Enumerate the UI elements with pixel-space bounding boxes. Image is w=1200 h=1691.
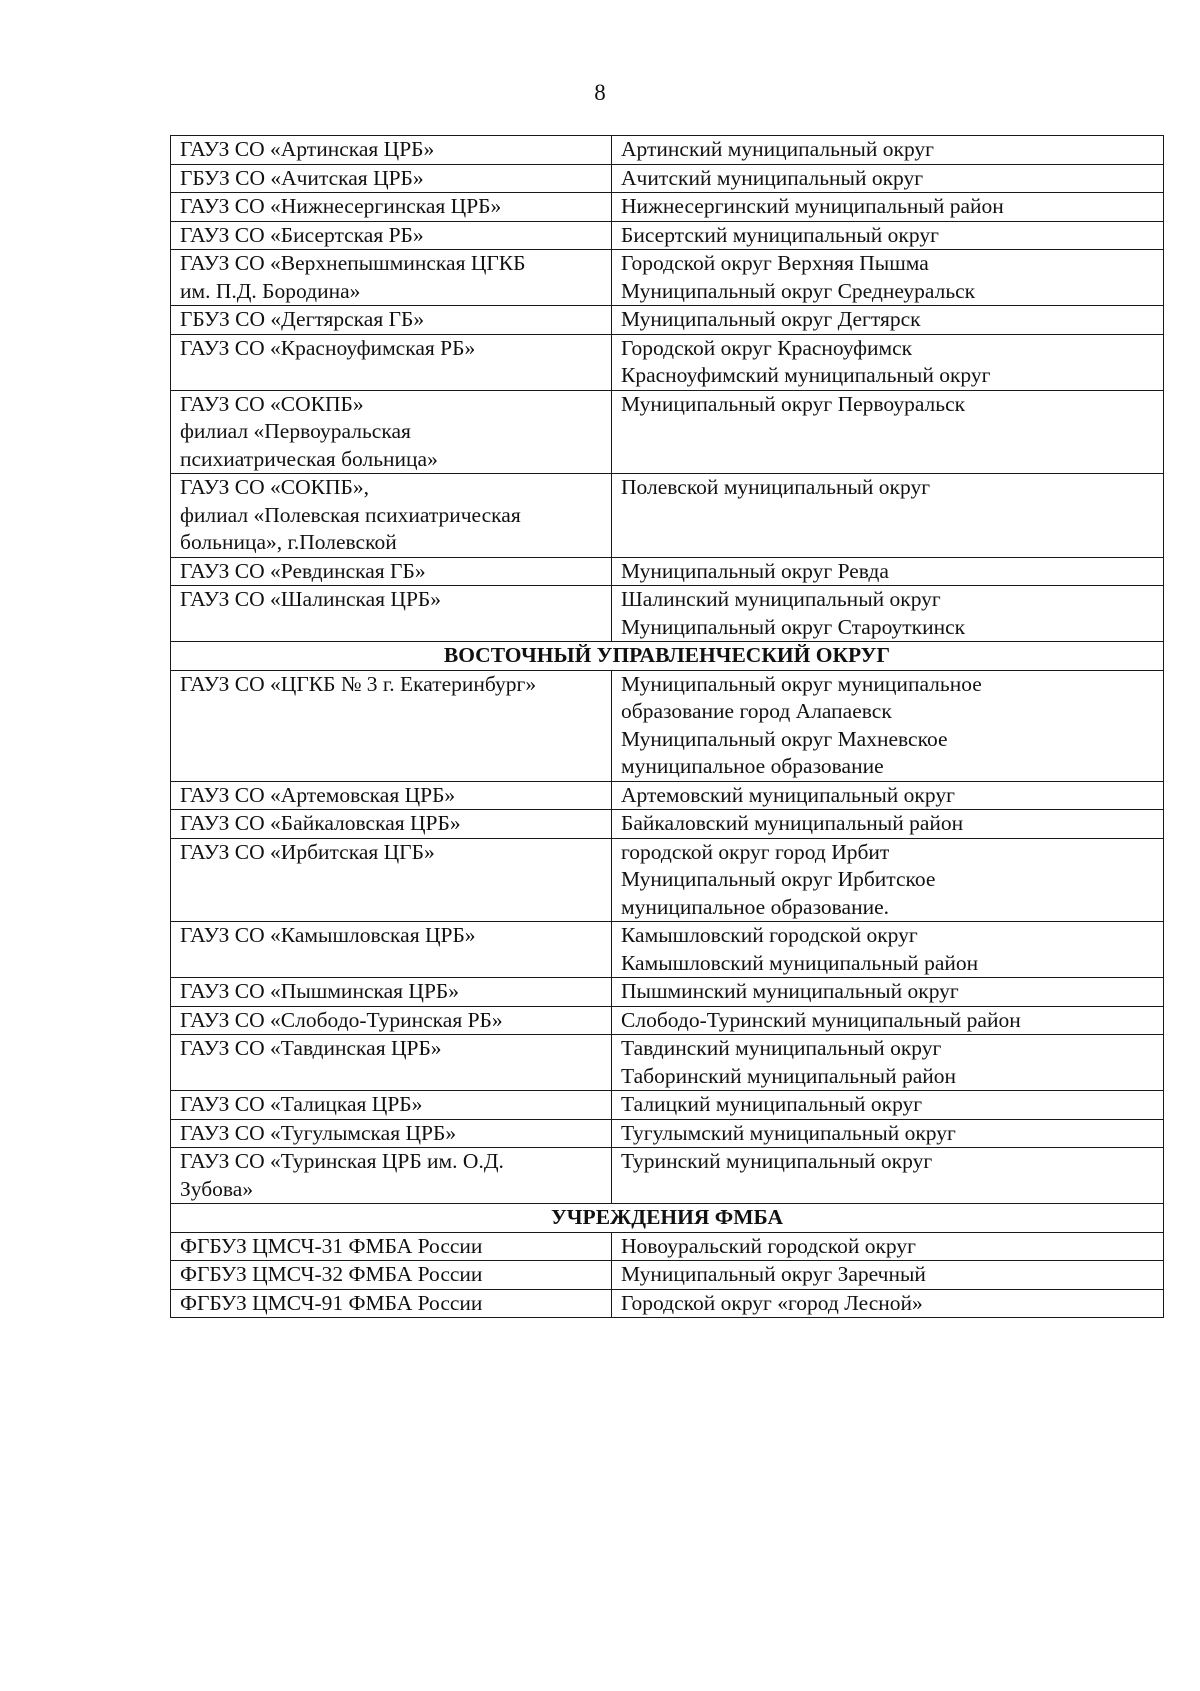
- territory-cell: Артинский муниципальный округ: [612, 136, 1164, 165]
- territory-cell: Шалинский муниципальный округ Муниципальный округ Староуткинск: [612, 586, 1164, 642]
- table-row: [171, 136, 1164, 165]
- territory-cell: Городской округ Красноуфимск Красноуфимский муниципальный округ: [612, 334, 1164, 390]
- table-row: [171, 1148, 1164, 1204]
- institution-cell: ГАУЗ СО «Шалинская ЦРБ»: [171, 586, 612, 642]
- table-row: [171, 390, 1164, 474]
- institution-cell: ГАУЗ СО «Верхнепышминская ЦГКБ им. П.Д. Бородина»: [171, 250, 612, 306]
- territory-cell: Ачитский муниципальный округ: [612, 164, 1164, 193]
- institutions-table-body: [171, 136, 1164, 1318]
- territory-cell: Муниципальный округ муниципальное образование город Алапаевск Муниципальный округ Махневское муниципальное образование: [612, 670, 1164, 781]
- table-row: [171, 1289, 1164, 1318]
- table-row: [171, 1232, 1164, 1261]
- institution-cell: ГАУЗ СО «Талицкая ЦРБ»: [171, 1091, 612, 1120]
- territory-cell: Новоуральский городской округ: [612, 1232, 1164, 1261]
- territory-cell: Тавдинский муниципальный округ Таборинский муниципальный район: [612, 1035, 1164, 1091]
- section-header-row: [171, 642, 1164, 671]
- institution-cell: ГАУЗ СО «Байкаловская ЦРБ»: [171, 810, 612, 839]
- territory-cell: Талицкий муниципальный округ: [612, 1091, 1164, 1120]
- territory-cell: Муниципальный округ Дегтярск: [612, 306, 1164, 335]
- table-row: [171, 978, 1164, 1007]
- institution-cell: ГАУЗ СО «Красноуфимская РБ»: [171, 334, 612, 390]
- territory-cell: Пышминский муниципальный округ: [612, 978, 1164, 1007]
- institution-cell: ГАУЗ СО «Артемовская ЦРБ»: [171, 781, 612, 810]
- table-row: [171, 221, 1164, 250]
- institution-cell: ФГБУЗ ЦМСЧ-31 ФМБА России: [171, 1232, 612, 1261]
- territory-cell: Байкаловский муниципальный район: [612, 810, 1164, 839]
- table-row: [171, 1006, 1164, 1035]
- institution-cell: ГАУЗ СО «Тавдинская ЦРБ»: [171, 1035, 612, 1091]
- institution-cell: ГАУЗ СО «Камышловская ЦРБ»: [171, 922, 612, 978]
- territory-cell: Камышловский городской округ Камышловский муниципальный район: [612, 922, 1164, 978]
- institution-cell: ГАУЗ СО «Ирбитская ЦГБ»: [171, 838, 612, 922]
- institution-cell: ФГБУЗ ЦМСЧ-32 ФМБА России: [171, 1261, 612, 1290]
- table-row: [171, 250, 1164, 306]
- institution-cell: ГБУЗ СО «Ачитская ЦРБ»: [171, 164, 612, 193]
- page-number: 8: [594, 80, 606, 105]
- table-row: [171, 670, 1164, 781]
- institution-cell: ГАУЗ СО «Туринская ЦРБ им. О.Д. Зубова»: [171, 1148, 612, 1204]
- institution-cell: ГАУЗ СО «СОКПБ» филиал «Первоуральская психиатрическая больница»: [171, 390, 612, 474]
- territory-cell: Артемовский муниципальный округ: [612, 781, 1164, 810]
- table-row: [171, 306, 1164, 335]
- institution-cell: ГАУЗ СО «Тугулымская ЦРБ»: [171, 1119, 612, 1148]
- institution-cell: ГАУЗ СО «Ревдинская ГБ»: [171, 557, 612, 586]
- institutions-table: [170, 135, 1164, 1318]
- table-row: [171, 1119, 1164, 1148]
- table-row: [171, 586, 1164, 642]
- section-title: ВОСТОЧНЫЙ УПРАВЛЕНЧЕСКИЙ ОКРУГ: [171, 642, 1164, 671]
- territory-cell: Городской округ Верхняя Пышма Муниципальный округ Среднеуральск: [612, 250, 1164, 306]
- table-row: [171, 810, 1164, 839]
- territory-cell: Полевской муниципальный округ: [612, 474, 1164, 558]
- institution-cell: ГАУЗ СО «Артинская ЦРБ»: [171, 136, 612, 165]
- table-row: [171, 474, 1164, 558]
- institution-cell: ГБУЗ СО «Дегтярская ГБ»: [171, 306, 612, 335]
- territory-cell: Муниципальный округ Заречный: [612, 1261, 1164, 1290]
- territory-cell: Муниципальный округ Первоуральск: [612, 390, 1164, 474]
- institution-cell: ГАУЗ СО «Слободо-Туринская РБ»: [171, 1006, 612, 1035]
- table-row: [171, 781, 1164, 810]
- table-row: [171, 838, 1164, 922]
- territory-cell: городской округ город Ирбит Муниципальный округ Ирбитское муниципальное образование.: [612, 838, 1164, 922]
- table-row: [171, 557, 1164, 586]
- territory-cell: Нижнесергинский муниципальный район: [612, 193, 1164, 222]
- table-row: [171, 193, 1164, 222]
- institution-cell: ГАУЗ СО «Бисертская РБ»: [171, 221, 612, 250]
- table-row: [171, 334, 1164, 390]
- institution-cell: ГАУЗ СО «СОКПБ», филиал «Полевская психиатрическая больница», г.Полевской: [171, 474, 612, 558]
- territory-cell: Городской округ «город Лесной»: [612, 1289, 1164, 1318]
- table-row: [171, 922, 1164, 978]
- table-row: [171, 164, 1164, 193]
- institution-cell: ГАУЗ СО «ЦГКБ № 3 г. Екатеринбург»: [171, 670, 612, 781]
- territory-cell: Бисертский муниципальный округ: [612, 221, 1164, 250]
- institution-cell: ГАУЗ СО «Пышминская ЦРБ»: [171, 978, 612, 1007]
- section-title: УЧРЕЖДЕНИЯ ФМБА: [171, 1204, 1164, 1233]
- table-row: [171, 1261, 1164, 1290]
- section-header-row: [171, 1204, 1164, 1233]
- table-row: [171, 1035, 1164, 1091]
- institution-cell: ГАУЗ СО «Нижнесергинская ЦРБ»: [171, 193, 612, 222]
- territory-cell: Слободо-Туринский муниципальный район: [612, 1006, 1164, 1035]
- institution-cell: ФГБУЗ ЦМСЧ-91 ФМБА России: [171, 1289, 612, 1318]
- territory-cell: Муниципальный округ Ревда: [612, 557, 1164, 586]
- territory-cell: Туринский муниципальный округ: [612, 1148, 1164, 1204]
- table-row: [171, 1091, 1164, 1120]
- territory-cell: Тугулымский муниципальный округ: [612, 1119, 1164, 1148]
